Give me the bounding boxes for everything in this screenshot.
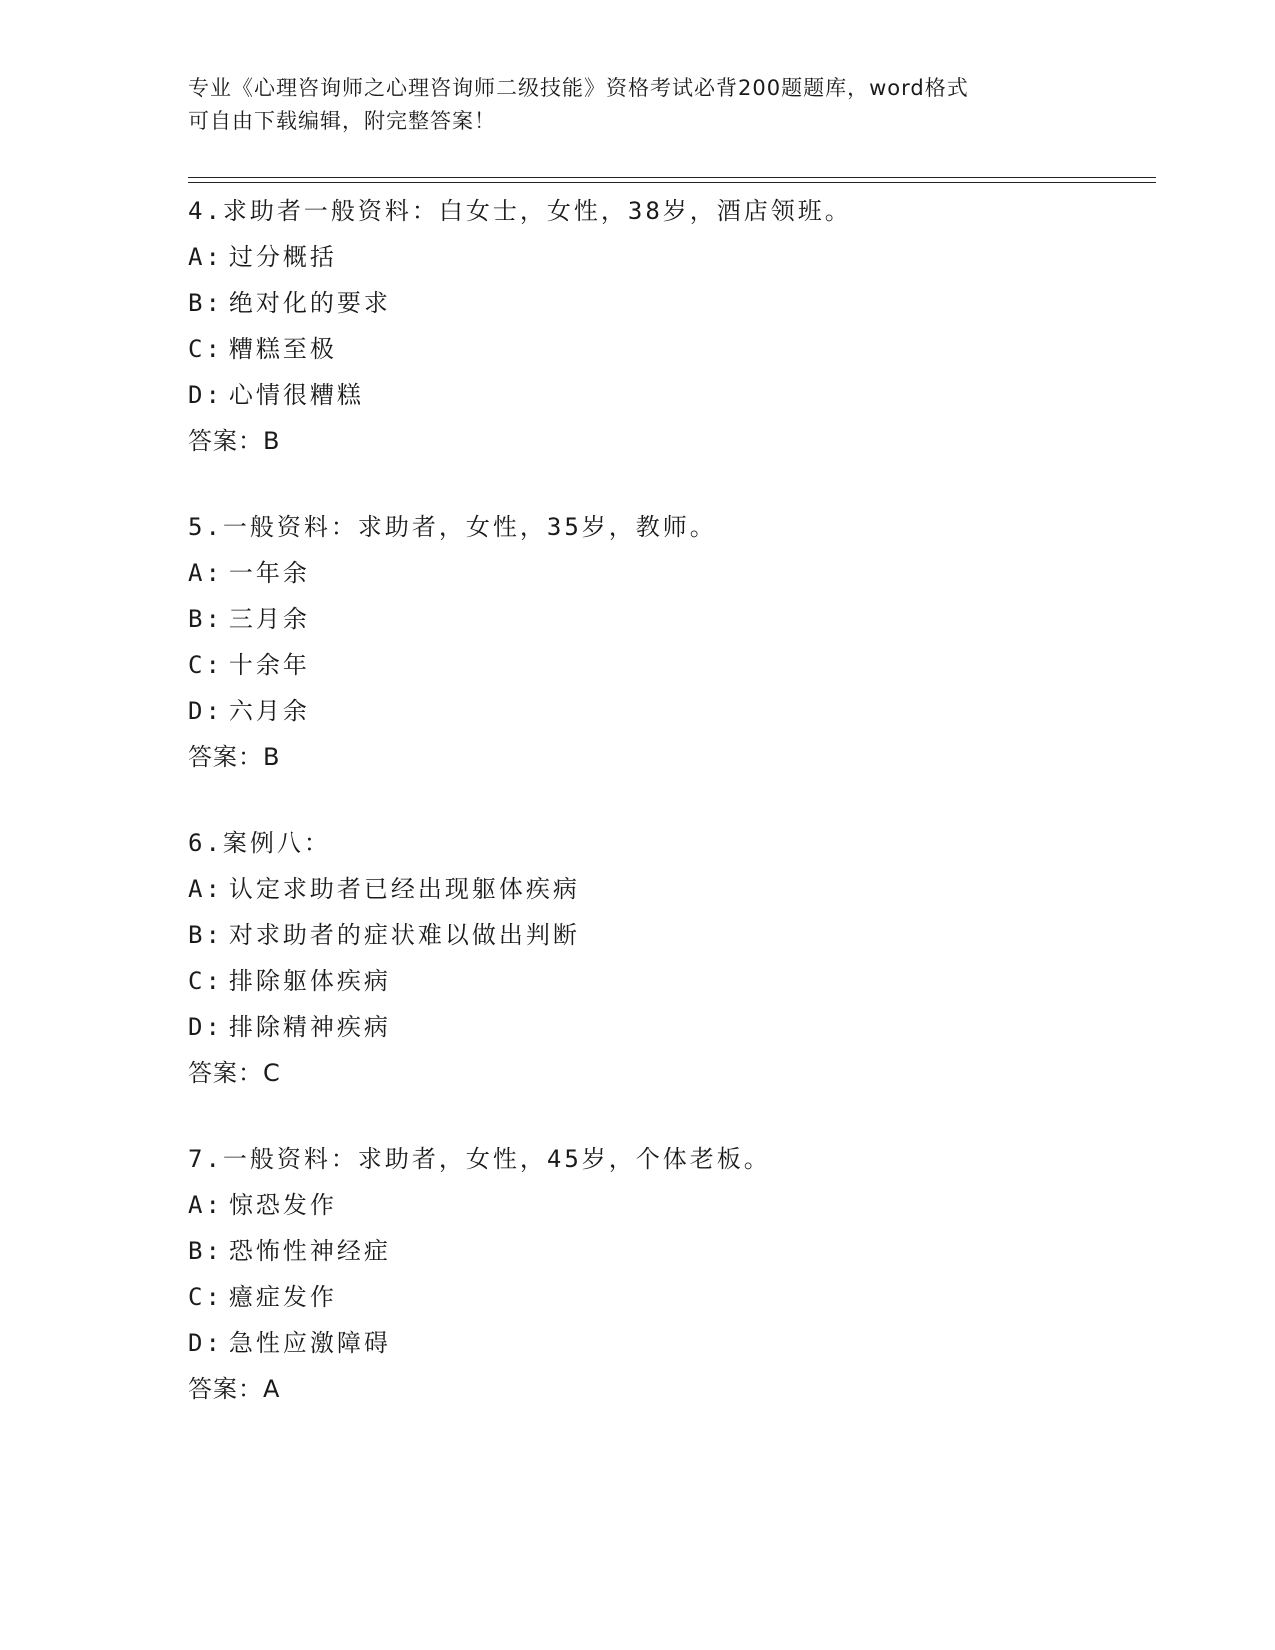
option-text: 排除躯体疾病 — [228, 967, 391, 995]
question-stem: 5.一般资料：求助者，女性，35岁，教师。 — [188, 513, 717, 541]
answer-line: 答案：A — [188, 1375, 281, 1403]
header-rule-bottom — [188, 182, 1156, 183]
option-label: A: — [188, 243, 223, 271]
option-a — [188, 866, 1148, 912]
option-text: 癔症发作 — [228, 1283, 337, 1311]
option-label: D: — [188, 381, 223, 409]
option-text: 惊恐发作 — [228, 1191, 337, 1219]
option-a — [188, 1182, 1148, 1228]
question-stem: 6.案例八： — [188, 829, 331, 857]
answer-line: 答案：B — [188, 743, 281, 771]
option-label: D: — [188, 1013, 223, 1041]
option-b — [188, 596, 1148, 642]
option-d — [188, 688, 1148, 734]
option-text: 一年余 — [228, 559, 310, 587]
option-text: 恐怖性神经症 — [228, 1237, 391, 1265]
header-line-1: 专业《心理咨询师之心理咨询师二级技能》资格考试必背200题题库，word格式 — [188, 76, 969, 100]
question-6 — [188, 820, 1148, 1096]
option-text: 认定求助者已经出现躯体疾病 — [228, 875, 580, 903]
option-label: B: — [188, 605, 223, 633]
option-text: 糟糕至极 — [228, 335, 337, 363]
option-c — [188, 642, 1148, 688]
option-text: 绝对化的要求 — [228, 289, 391, 317]
option-text: 对求助者的症状难以做出判断 — [228, 921, 580, 949]
answer-line: 答案：B — [188, 427, 281, 455]
option-b — [188, 1228, 1148, 1274]
option-text: 过分概括 — [228, 243, 337, 271]
option-label: C: — [188, 335, 223, 363]
option-b — [188, 912, 1148, 958]
option-label: C: — [188, 967, 223, 995]
option-label: B: — [188, 289, 223, 317]
question-4 — [188, 188, 1148, 464]
answer-line: 答案：C — [188, 1059, 281, 1087]
option-label: A: — [188, 875, 223, 903]
option-a — [188, 550, 1148, 596]
option-text: 急性应激障碍 — [228, 1329, 391, 1357]
option-d — [188, 1320, 1148, 1366]
question-7 — [188, 1136, 1148, 1412]
question-stem: 4.求助者一般资料：白女士，女性，38岁，酒店领班。 — [188, 197, 852, 225]
option-text: 三月余 — [228, 605, 310, 633]
option-a — [188, 234, 1148, 280]
option-d — [188, 372, 1148, 418]
question-stem: 7.一般资料：求助者，女性，45岁，个体老板。 — [188, 1145, 771, 1173]
header-line-2: 可自由下载编辑，附完整答案！ — [188, 109, 496, 133]
option-label: D: — [188, 1329, 223, 1357]
document-header — [188, 72, 1088, 138]
header-rule-top — [188, 177, 1156, 178]
option-label: C: — [188, 1283, 223, 1311]
option-label: B: — [188, 921, 223, 949]
option-d — [188, 1004, 1148, 1050]
option-c — [188, 958, 1148, 1004]
option-text: 心情很糟糕 — [228, 381, 364, 409]
option-text: 六月余 — [228, 697, 310, 725]
option-c — [188, 326, 1148, 372]
option-b — [188, 280, 1148, 326]
option-label: A: — [188, 1191, 223, 1219]
option-label: A: — [188, 559, 223, 587]
option-label: B: — [188, 1237, 223, 1265]
option-text: 排除精神疾病 — [228, 1013, 391, 1041]
question-5 — [188, 504, 1148, 780]
option-label: C: — [188, 651, 223, 679]
option-c — [188, 1274, 1148, 1320]
option-text: 十余年 — [228, 651, 310, 679]
option-label: D: — [188, 697, 223, 725]
